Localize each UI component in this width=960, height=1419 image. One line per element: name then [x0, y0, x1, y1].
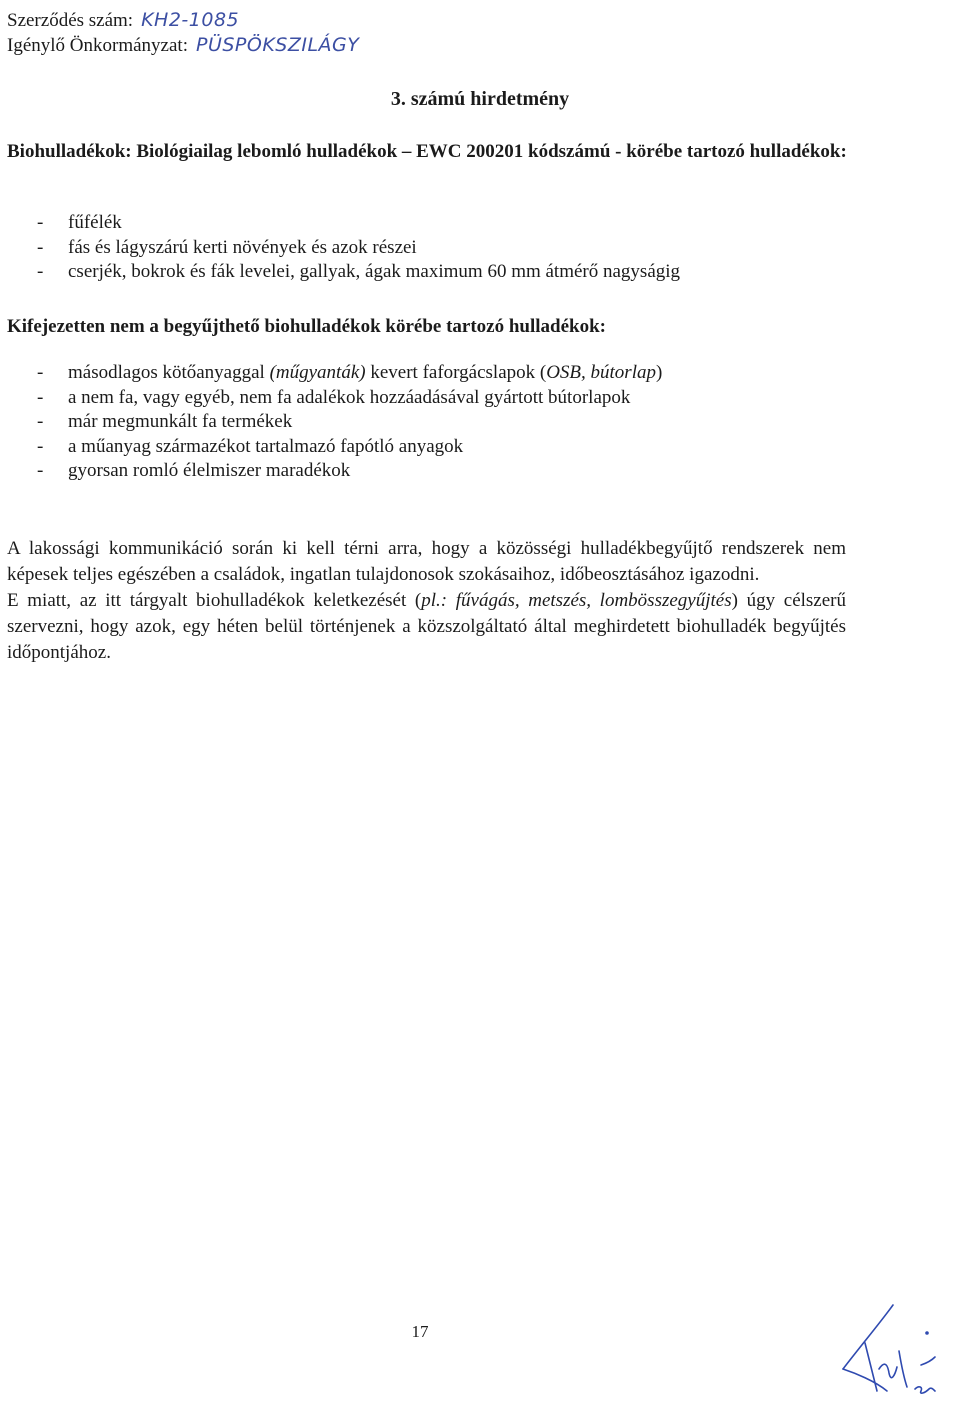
list-item: - már megmunkált fa termékek [37, 411, 293, 432]
list-item: - a műanyag származékot tartalmazó fapótló anyagok [37, 435, 464, 457]
list-item: - a nem fa, vagy egyéb, nem fa adalékok hozzáadásával gyártott bútorlapok [37, 386, 631, 408]
paragraph-communication: A lakossági kommunikáció során ki kell térni arra, hogy a közösségi hulladékbegyűjtő rendszerek nem képesek teljes egészében a családok, ingatlan tulajdonosok szokásaihoz, időbeosztásához igazodni. [7, 538, 846, 585]
signature-icon [835, 1303, 955, 1413]
list-item: - fás és lágyszárú kerti növények és azok részei [37, 236, 417, 258]
municipality-handwritten: PÜSPÖKSZILÁGY [195, 34, 360, 56]
page-number: 17 [411, 1322, 429, 1341]
section1-list [7, 211, 680, 285]
section2-heading: Kifejezetten nem a begyűjthető biohulladékok körébe tartozó hulladékok: [7, 316, 607, 337]
list-item: - gyorsan romló élelmiszer maradékok [37, 460, 351, 481]
list-item: - fűfélék [37, 212, 122, 233]
contract-number-label: Szerződés szám: [7, 10, 134, 31]
list-item: - cserjék, bokrok és fák levelei, gallyak, ágak maximum 60 mm átmérő nagyságig [37, 261, 681, 282]
section1-heading: Biohulladékok: Biológiailag lebomló hulladékok – EWC 200201 kódszámú - körébe tartozó hulladékok: [7, 141, 847, 162]
section2-list [7, 361, 662, 484]
contract-number-handwritten: KH2-1085 [141, 9, 240, 31]
body-paragraphs [7, 536, 846, 666]
municipality-label: Igénylő Önkormányzat: [7, 35, 188, 56]
contract-number-line [7, 9, 239, 32]
page-title: 3. számú hirdetmény [390, 88, 570, 110]
municipality-line [7, 34, 359, 57]
list-item: - másodlagos kötőanyaggal (műgyanták) kevert faforgácslapok (OSB, bútorlap) [37, 362, 663, 383]
paragraph-collection-timing: E miatt, az itt tárgyalt biohulladékok keletkezését (pl.: fűvágás, metszés, lombösszegyűjtés) úgy célszerű szervezni, hogy azok, egy héten belül történjenek a közszolgáltató által meghirdetett biohulladék begyűjtés időpontjához. [7, 590, 846, 663]
